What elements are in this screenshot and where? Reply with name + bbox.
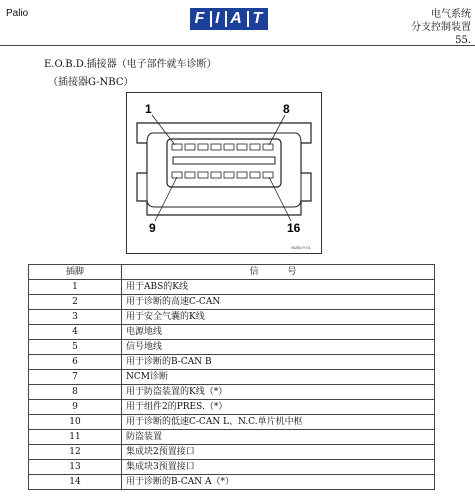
signal-description: 用于安全气囊的K线	[122, 310, 435, 325]
table-row	[29, 340, 435, 355]
signal-description: 用于诊断的低速C-CAN L、N.C.单片机中枢	[122, 415, 435, 430]
pin-number: 2	[29, 295, 122, 310]
pin-number: 13	[29, 460, 122, 475]
subsection-title: 分支控制装置	[411, 22, 471, 33]
section-title: 电气系统	[431, 9, 471, 20]
column-header-pin: 插脚	[29, 265, 122, 280]
document-title: E.O.B.D.插接器（电子部件就车诊断）	[44, 59, 217, 70]
pin-number: 4	[29, 325, 122, 340]
diagram-reference: 98/B5/Y/01	[291, 245, 311, 250]
signal-description: 用于诊断的B-CAN B	[122, 355, 435, 370]
table-row	[29, 445, 435, 460]
logo-letter: T	[247, 11, 263, 27]
signal-description: 用于组件2的PRES.（*）	[122, 400, 435, 415]
pin-label-16: 16	[287, 221, 301, 235]
document-subtitle: （插接器G-NBC）	[48, 77, 134, 88]
signal-description: 用于ABS的K线	[122, 280, 435, 295]
table-row	[29, 415, 435, 430]
pin-label-8: 8	[283, 102, 290, 116]
table-row	[29, 430, 435, 445]
pin-label-1: 1	[145, 102, 152, 116]
pin-number: 11	[29, 430, 122, 445]
logo-letter: F	[194, 10, 206, 27]
table-header-row	[29, 265, 435, 280]
page-number: 55.	[455, 35, 471, 46]
top-pin-row	[172, 144, 273, 150]
connector-drawing	[127, 93, 321, 253]
signal-description: 集成块3预置接口	[122, 460, 435, 475]
column-header-signal: 信 号	[122, 265, 435, 280]
pin-label-9: 9	[149, 221, 156, 235]
table-row	[29, 400, 435, 415]
brand-label: Palio	[6, 8, 29, 19]
signal-description: 集成块2预置接口	[122, 445, 435, 460]
pin-number: 5	[29, 340, 122, 355]
signal-description: 信号地线	[122, 340, 435, 355]
logo-letter: I	[210, 11, 220, 27]
signal-description: 用于防盗装置的K线（*）	[122, 385, 435, 400]
logo-letter: A	[225, 11, 243, 27]
table-row	[29, 325, 435, 340]
pin-number: 8	[29, 385, 122, 400]
signal-description: 用于诊断的B-CAN A（*）	[122, 475, 435, 490]
pin-number: 3	[29, 310, 122, 325]
table-row	[29, 310, 435, 325]
table-row	[29, 370, 435, 385]
pin-number: 9	[29, 400, 122, 415]
pin-signal-table	[28, 264, 435, 490]
pin-number: 14	[29, 475, 122, 490]
page-header-right	[411, 8, 471, 47]
pin-number: 6	[29, 355, 122, 370]
signal-description: 电源地线	[122, 325, 435, 340]
signal-description: NCM诊断	[122, 370, 435, 385]
pin-number: 1	[29, 280, 122, 295]
table-row	[29, 460, 435, 475]
pin-number: 10	[29, 415, 122, 430]
bottom-pin-row	[172, 172, 273, 178]
signal-description: 防盗装置	[122, 430, 435, 445]
pin-number: 7	[29, 370, 122, 385]
table-row	[29, 295, 435, 310]
connector-diagram	[126, 92, 322, 254]
table-row	[29, 355, 435, 370]
header-divider	[0, 45, 475, 46]
fiat-logo	[190, 8, 268, 30]
table-row	[29, 475, 435, 490]
signal-description: 用于诊断的高速C-CAN	[122, 295, 435, 310]
pin-number: 12	[29, 445, 122, 460]
table-row	[29, 385, 435, 400]
table-row	[29, 280, 435, 295]
